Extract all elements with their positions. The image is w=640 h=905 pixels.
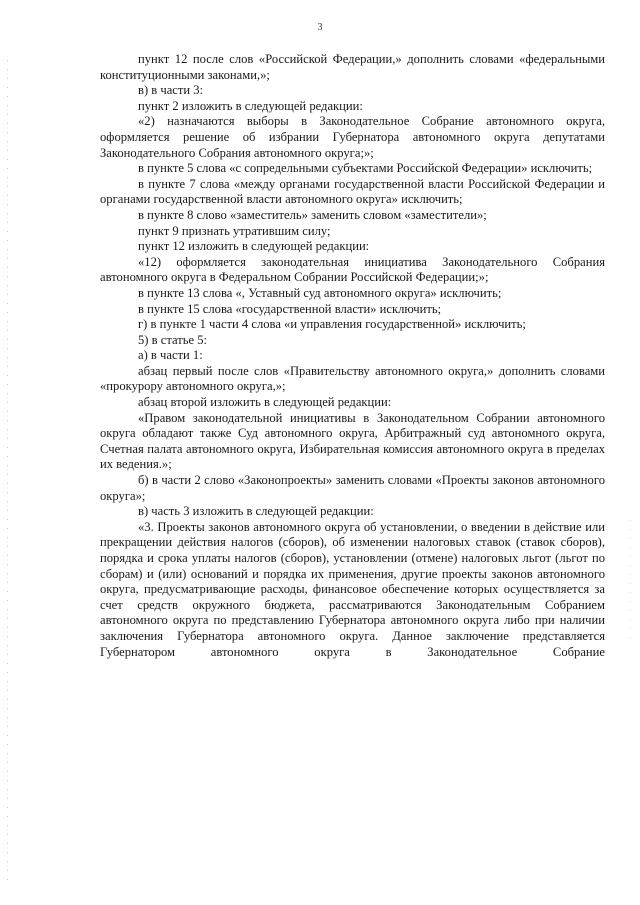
paragraph: пункт 12 после слов «Российской Федерации,» дополнить словами «федеральными конституционными законами,»; bbox=[100, 52, 605, 82]
paragraph: «12) оформляется законодательная инициатива Законодательного Собрания автономного округа в Федеральном Собрании Российской Федерации;»; bbox=[100, 254, 605, 285]
paragraph: абзац первый после слов «Правительству автономного округа,» дополнить словами «прокурору автономного округа,»; bbox=[100, 363, 605, 394]
paragraph: в пункте 8 слово «заместитель» заменить словом «заместители»; bbox=[138, 207, 487, 222]
paragraph: в пункте 5 слова «с сопредельными субъектами Российской Федерации» исключить; bbox=[138, 161, 593, 176]
document-body bbox=[100, 52, 605, 660]
paragraph: пункт 2 изложить в следующей редакции: bbox=[138, 98, 363, 113]
paragraph: абзац второй изложить в следующей редакции: bbox=[138, 395, 392, 410]
paragraph: а) в части 1: bbox=[138, 348, 203, 363]
paragraph: «Правом законодательной инициативы в Законодательном Собрании автономного округа обладают также Суд автономного округа, Арбитражный суд автономного округа, Счетная палата автономного округа, Избирательная комиссия автономного округа в пределах их ведения.»; bbox=[100, 410, 605, 472]
scan-edge-marks-right bbox=[630, 520, 631, 640]
paragraph: в пункте 13 слова «, Уставный суд автономного округа» исключить; bbox=[138, 285, 502, 300]
paragraph: в) в части 3: bbox=[138, 83, 204, 98]
paragraph: в пункте 15 слова «государственной власти» исключить; bbox=[138, 301, 442, 316]
page-number: 3 bbox=[317, 22, 323, 33]
paragraph: 5) в статье 5: bbox=[138, 332, 208, 347]
paragraph: г) в пункте 1 части 4 слова «и управления государственной» исключить; bbox=[138, 317, 526, 332]
scan-edge-marks bbox=[7, 60, 8, 880]
paragraph: «2) назначаются выборы в Законодательное Собрание автономного округа, оформляется решение об избрании Губернатора автономного округа депутатами Законодательного Собрания автономного округа;»; bbox=[100, 114, 605, 160]
paragraph: в) часть 3 изложить в следующей редакции: bbox=[138, 504, 374, 519]
paragraph: «3. Проекты законов автономного округа об установлении, о введении в действие или прекращении действия налогов (сборов), об изменении налоговых ставок (ставок сборов), порядка и срока уплаты налогов (сборов), установлении (отмене) налоговых льгот (льгот по сборам) и (или) оснований и порядка их применения, другие проекты законов автономного округа, предусматривающие расходы, финансовое обеспечение которых осуществляется за счет средств окружного бюджета, рассматриваются Законодательным Собранием автономного округа по представлению Губернатора автономного округа либо при наличии заключения Губернатора автономного округа. Данное заключение представляется Губернатором автономного округа в Законодательное Собрание bbox=[100, 519, 605, 659]
paragraph: пункт 12 изложить в следующей редакции: bbox=[138, 239, 370, 254]
paragraph: в пункте 7 слова «между органами государственной власти Российской Федерации и органами государственной власти автономного округа» исключить; bbox=[100, 176, 605, 207]
paragraph: пункт 9 признать утратившим силу; bbox=[138, 223, 331, 238]
paragraph: б) в части 2 слово «Законопроекты» заменить словами «Проекты законов автономного округа»; bbox=[100, 473, 605, 503]
